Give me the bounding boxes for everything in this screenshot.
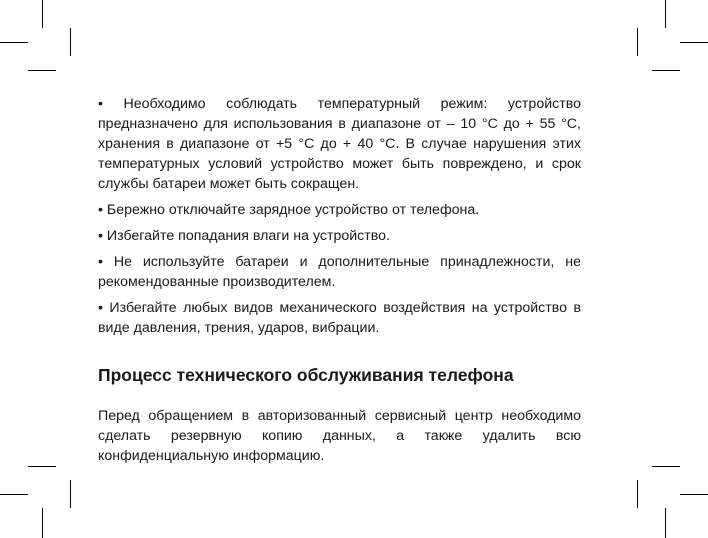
bullet-temperature: • Необходимо соблюдать температурный режим: устройство предназначено для использования в диапазоне от – 10 °C до + 55 °C, хранения в диапазоне от +5 °C до + 40 °C. В случае нарушения этих температурных условий устройство может быть повреждено, и срок службы батареи может быть сокращен. — [98, 96, 581, 192]
page-content — [98, 94, 581, 472]
crop-mark — [652, 70, 680, 71]
bullet-charger: • Бережно отключайте зарядное устройство от телефона. — [98, 202, 480, 218]
crop-mark — [70, 28, 71, 56]
crop-mark — [28, 466, 56, 467]
crop-mark — [637, 28, 638, 56]
crop-mark — [42, 508, 43, 538]
bullet-moisture: • Избегайте попадания влаги на устройство. — [98, 228, 390, 244]
crop-mark — [0, 494, 28, 495]
section-heading: Процесс технического обслуживания телефона — [98, 365, 514, 385]
crop-mark — [637, 480, 638, 508]
crop-mark — [42, 0, 43, 28]
bullet-accessories: • Не используйте батареи и дополнительные принадлежности, не рекомендованные производителем. — [98, 254, 581, 290]
body-paragraph: Перед обращением в авторизованный сервисный центр необходимо сделать резервную копию данных, а также удалить всю конфиденциальную информацию. — [98, 408, 581, 464]
crop-mark — [680, 42, 708, 43]
bullet-mechanical: • Избегайте любых видов механического воздействия на устройство в виде давления, трения, ударов, вибрации. — [98, 300, 581, 336]
crop-mark — [680, 494, 708, 495]
crop-mark — [665, 508, 666, 538]
crop-mark — [70, 480, 71, 508]
crop-mark — [28, 70, 56, 71]
crop-mark — [665, 0, 666, 28]
crop-mark — [652, 466, 680, 467]
crop-mark — [0, 42, 28, 43]
